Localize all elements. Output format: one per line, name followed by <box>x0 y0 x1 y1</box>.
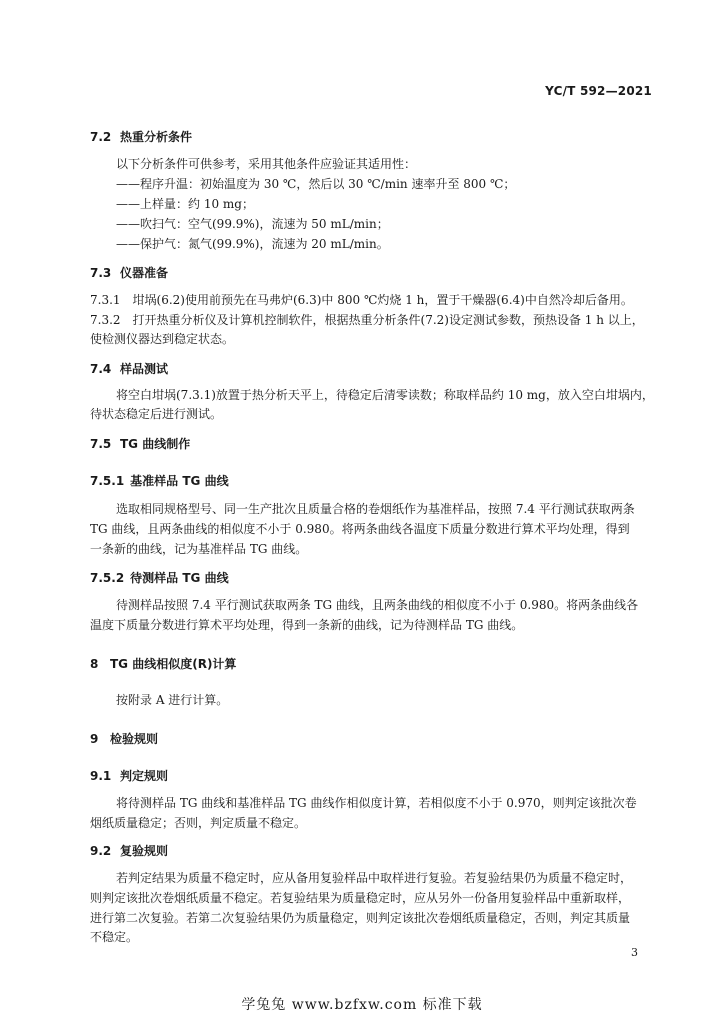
list-item: ——程序升温：初始温度为 30 ℃，然后以 30 ℃/min 速率升至 800 ℃； <box>116 177 516 191</box>
heading-number: 8 <box>90 657 99 671</box>
heading-title: 检验规则 <box>110 732 159 746</box>
heading-7-5-1 <box>90 472 229 489</box>
paragraph-line: 使检测仪器达到稳定状态。 <box>90 332 235 346</box>
paragraph-line: TG 曲线，且两条曲线的相似度不小于 0.980。将两条曲线各温度下质量分数进行算术平均处理，得到 <box>90 522 630 536</box>
paragraph-line: 则判定该批次卷烟纸质量不稳定。若复验结果为质量稳定时，应从另外一份备用复验样品中重新取样， <box>90 891 631 905</box>
heading-title: 基准样品 TG 曲线 <box>130 474 229 488</box>
heading-title: 待测样品 TG 曲线 <box>130 571 229 585</box>
list-item: ——上样量：约 10 mg； <box>116 197 254 211</box>
heading-number: 9.1 <box>90 769 112 783</box>
standard-code: YC/T 592—2021 <box>545 84 652 98</box>
heading-8 <box>90 655 236 672</box>
heading-7-2 <box>90 128 192 145</box>
paragraph-line: 按附录 A 进行计算。 <box>116 693 229 707</box>
heading-title: 判定规则 <box>120 769 169 783</box>
list-item: ——保护气：氮气(99.9%)，流速为 20 mL/min。 <box>116 237 389 251</box>
heading-7-3 <box>90 264 168 281</box>
heading-number: 7.3 <box>90 266 112 280</box>
heading-number: 7.2 <box>90 130 112 144</box>
list-item: ——吹扫气：空气(99.9%)，流速为 50 mL/min； <box>116 217 389 231</box>
heading-7-5-2 <box>90 569 229 586</box>
heading-title: TG 曲线相似度(R)计算 <box>110 657 237 671</box>
paragraph-line: 7.3.2 打开热重分析仪及计算机控制软件，根据热重分析条件(7.2)设定测试参数，预热设备 1 h 以上， <box>90 313 644 327</box>
paragraph-line: 待状态稳定后进行测试。 <box>90 407 223 421</box>
heading-title: 样品测试 <box>120 362 169 376</box>
heading-number: 7.4 <box>90 362 112 376</box>
page-number: 3 <box>631 946 638 959</box>
footer-watermark: 学兔兔 www.bzfxw.com 标准下载 <box>241 997 483 1013</box>
heading-title: 复验规则 <box>120 844 169 858</box>
paragraph-line: 将空白坩埚(7.3.1)放置于热分析天平上，待稳定后清零读数；称取样品约 10 mg，放入空白坩埚内， <box>116 388 654 402</box>
paragraph-line: 将待测样品 TG 曲线和基准样品 TG 曲线作相似度计算，若相似度不小于 0.970，则判定该批次卷 <box>116 796 637 810</box>
paragraph-line: 选取相同规格型号、同一生产批次且质量合格的卷烟纸作为基准样品，按照 7.4 平行测试获取两条 <box>116 502 635 516</box>
heading-9 <box>90 730 158 747</box>
paragraph-line: 待测样品按照 7.4 平行测试获取两条 TG 曲线，且两条曲线的相似度不小于 0.980。将两条曲线各 <box>116 598 639 612</box>
heading-number: 7.5.2 <box>90 571 125 585</box>
paragraph-line: 进行第二次复验。若第二次复验结果仍为质量稳定，则判定该批次卷烟纸质量稳定，否则，判定其质量 <box>90 911 631 925</box>
heading-title: TG 曲线制作 <box>120 437 191 451</box>
heading-title: 热重分析条件 <box>120 130 193 144</box>
heading-number: 9 <box>90 732 99 746</box>
paragraph-line: 不稳定。 <box>90 930 139 944</box>
heading-title: 仪器准备 <box>120 266 169 280</box>
heading-7-5 <box>90 435 190 452</box>
heading-7-4 <box>90 360 168 377</box>
paragraph-line: 烟纸质量稳定；否则，判定质量不稳定。 <box>90 816 307 830</box>
heading-number: 7.5.1 <box>90 474 125 488</box>
paragraph-line: 7.3.1 坩埚(6.2)使用前预先在马弗炉(6.3)中 800 ℃灼烧 1 h，置于干燥器(6.4)中自然冷却后备用。 <box>90 293 633 307</box>
paragraph-line: 若判定结果为质量不稳定时，应从备用复验样品中取样进行复验。若复验结果仍为质量不稳定时， <box>116 871 633 885</box>
paragraph-line: 温度下质量分数进行算术平均处理，得到一条新的曲线，记为待测样品 TG 曲线。 <box>90 618 524 632</box>
heading-number: 9.2 <box>90 844 112 858</box>
heading-9-1 <box>90 767 168 784</box>
paragraph-line: 一条新的曲线，记为基准样品 TG 曲线。 <box>90 542 308 556</box>
heading-9-2 <box>90 842 168 859</box>
paragraph-line: 以下分析条件可供参考，采用其他条件应验证其适用性： <box>116 157 417 171</box>
heading-number: 7.5 <box>90 437 112 451</box>
